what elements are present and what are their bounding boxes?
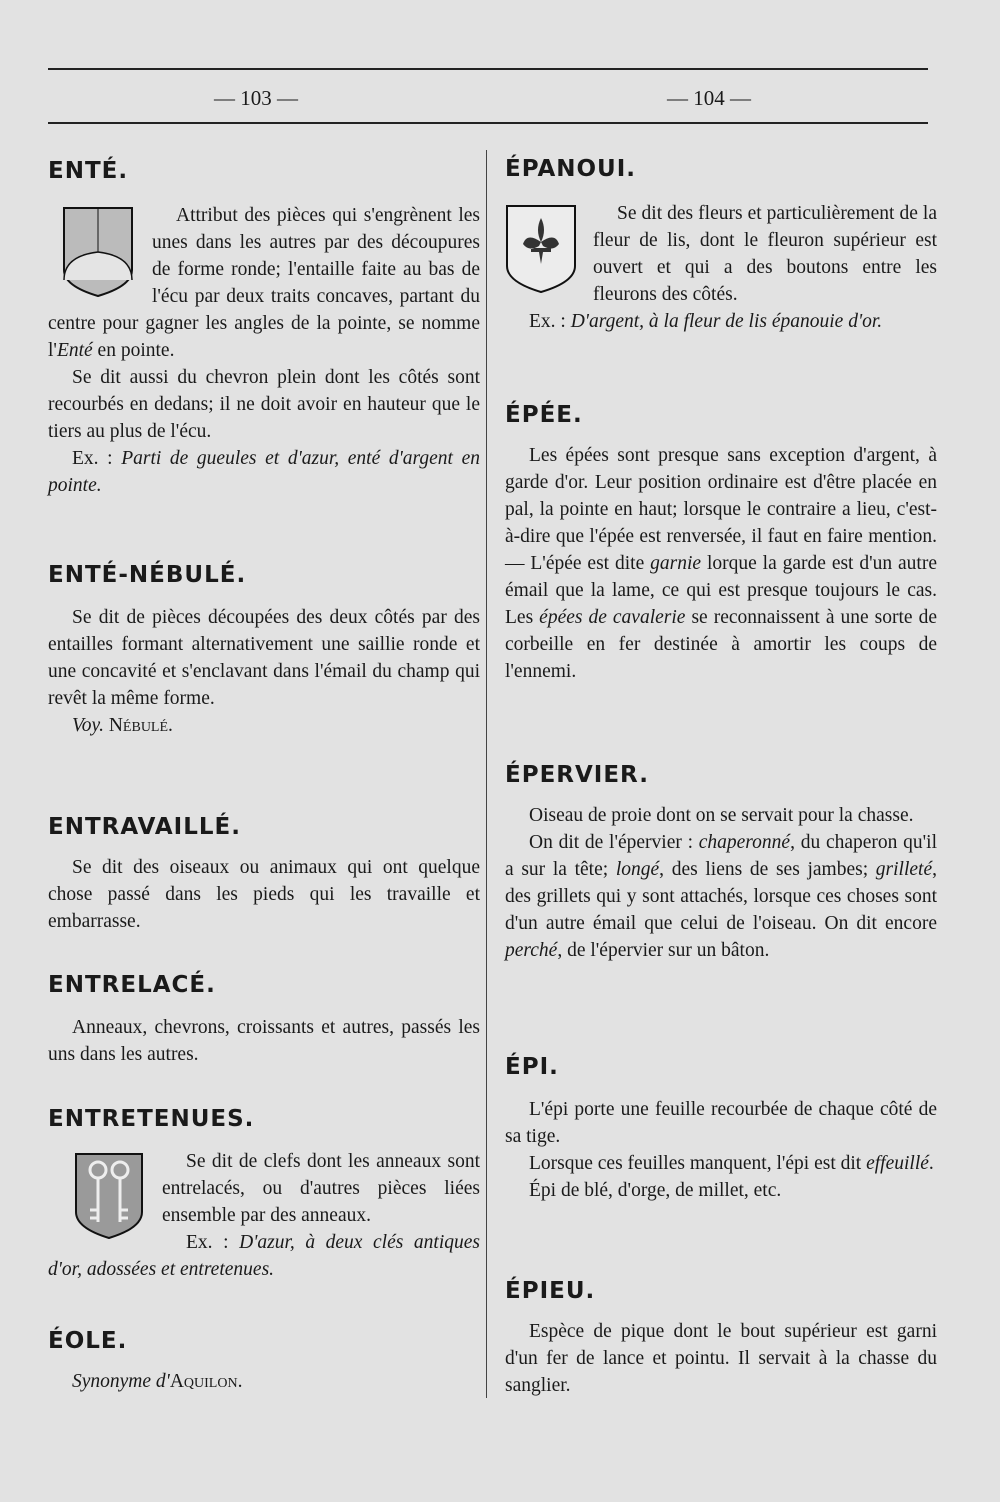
- entry-text: , du chaperon qu'il a sur la tête;: [505, 832, 937, 880]
- cross-reference: Nébulé.: [108, 715, 173, 736]
- example-text: D'azur, à deux clés antiques d'or, adossées et entretenues.: [48, 1232, 480, 1280]
- column-divider: [486, 150, 487, 1398]
- entry-epanoui: [505, 156, 937, 335]
- shield-ente-icon: [62, 206, 134, 298]
- entry-paragraph: Espèce de pique dont le bout supérieur est garni d'un fer de lance et pointu. Il servait à la chasse du sanglier.: [505, 1321, 937, 1396]
- example-label: Ex. :: [72, 448, 122, 469]
- entry-title: ÉPI.: [505, 1054, 559, 1080]
- entry-text: lorque la garde est d'un autre émail que la lame, ce qui est presque toujours le cas. Les: [505, 553, 937, 628]
- cross-reference: Aquilon.: [169, 1371, 243, 1392]
- entry-text-end: en pointe.: [92, 340, 175, 361]
- entry-epee: [505, 402, 937, 685]
- entry-italic: longé: [615, 859, 660, 880]
- entry-paragraph: L'épi porte une feuille recourbée de chaque côté de sa tige.: [505, 1099, 937, 1147]
- entry-text: On dit de l'épervier :: [529, 832, 699, 853]
- entry-ente-nebule: [48, 562, 480, 739]
- entry-epervier: [505, 762, 937, 964]
- page-number-right: — 104 —: [667, 86, 751, 110]
- entry-eole: [48, 1328, 480, 1395]
- voy-label: Voy.: [72, 715, 104, 736]
- entry-title: ENTRELACÉ.: [48, 972, 216, 998]
- example-text: D'argent, à la fleur de lis épanouie d'or.: [570, 311, 883, 332]
- entry-text: , des liens de ses jambes;: [659, 859, 876, 880]
- shield-fleur-de-lis-icon: [505, 204, 577, 298]
- entry-paragraph: Oiseau de proie dont on se servait pour la chasse.: [529, 805, 914, 826]
- entry-paragraph: Se dit de clefs dont les anneaux sont entrelacés, ou d'autres pièces liées ensemble par des anneaux.: [162, 1151, 480, 1226]
- entry-text: , de l'épervier sur un bâton.: [557, 940, 770, 961]
- entry-title: ENTÉ.: [48, 158, 129, 184]
- entry-text: se reconnaissent à une sorte de corbeille en fer destinée à amortir les coups de l'ennemi.: [505, 607, 937, 682]
- entry-paragraph: Se dit de pièces découpées des deux côtés par des entailles formant alternativement une saillie ronde et une concavité et s'enclavant dans l'émail du champ qui revêt la même forme.: [48, 607, 480, 709]
- entry-title: ÉOLE.: [48, 1328, 128, 1354]
- synonym-label: Synonyme d': [72, 1371, 170, 1392]
- entry-italic: chaperonné: [698, 832, 791, 853]
- entry-italic: Enté: [56, 340, 93, 361]
- entry-text: Attribut des pièces qui s'engrènent les unes dans les autres par des découpures de forme ronde; l'entaille faite au bas de l'écu par deux traits concaves, partant du centre pour gagner les angles de la pointe, se nomme l': [48, 205, 480, 361]
- entry-title: ÉPANOUI.: [505, 156, 637, 182]
- entry-italic: perché: [505, 940, 558, 961]
- entry-ente: [48, 158, 480, 499]
- entry-entretenues: [48, 1106, 480, 1283]
- entry-paragraph: Se dit des fleurs et particulièrement de la fleur de lis, dont le fleuron supérieur est ouvert et qui a des boutons entre les fleurons des côtés.: [593, 203, 937, 305]
- entry-title: ENTÉ-NÉBULÉ.: [48, 562, 247, 588]
- entry-paragraph: Se dit des oiseaux ou animaux qui ont quelque chose passé dans les pieds qui les travaille et embarrasse.: [48, 857, 480, 932]
- example-text: Parti de gueules et d'azur, enté d'argent en pointe.: [48, 448, 480, 496]
- example-label: Ex. :: [529, 311, 571, 332]
- entry-title: ÉPIEU.: [505, 1278, 596, 1304]
- example-label: Ex. :: [186, 1232, 240, 1253]
- shield-keys-icon: [74, 1152, 144, 1240]
- entry-text: Les épées sont presque sans exception d'argent, à garde d'or. Leur position ordinaire est d'être placée en pal, la pointe en haut; lorsque le contraire a lieu, c'est-à-dire que l'épée est renversée, il faut en faire mention. — L'épée est dite: [505, 445, 937, 574]
- entry-text: , des grillets qui y sont attachés, lorsque ces choses sont d'un autre émail que celui de l'oiseau. On dit encore: [505, 859, 937, 934]
- entry-paragraph: Se dit aussi du chevron plein dont les côtés sont recourbés en dedans; il ne doit avoir en hauteur que le tiers au plus de l'écu.: [48, 367, 480, 442]
- entry-title: ÉPÉE.: [505, 402, 583, 428]
- top-rule: [48, 68, 928, 70]
- entry-text: .: [928, 1153, 934, 1174]
- entry-epi: [505, 1054, 937, 1204]
- entry-entrelace: [48, 972, 480, 1068]
- entry-entravaille: [48, 814, 480, 935]
- entry-italic: grilleté: [875, 859, 933, 880]
- entry-paragraph: Épi de blé, d'orge, de millet, etc.: [529, 1180, 782, 1201]
- entry-title: ENTRETENUES.: [48, 1106, 255, 1132]
- entry-title: ÉPERVIER.: [505, 762, 649, 788]
- entry-title: ENTRAVAILLÉ.: [48, 814, 241, 840]
- entry-italic: effeuillé: [866, 1153, 929, 1174]
- entry-italic: garnie: [650, 553, 702, 574]
- header-rule: [48, 122, 928, 124]
- entry-italic: épées de cavalerie: [539, 607, 686, 628]
- entry-text: Lorsque ces feuilles manquent, l'épi est dit: [529, 1153, 867, 1174]
- page-number-left: — 103 —: [214, 86, 298, 110]
- entry-epieu: [505, 1278, 937, 1399]
- entry-paragraph: Anneaux, chevrons, croissants et autres, passés les uns dans les autres.: [48, 1017, 480, 1065]
